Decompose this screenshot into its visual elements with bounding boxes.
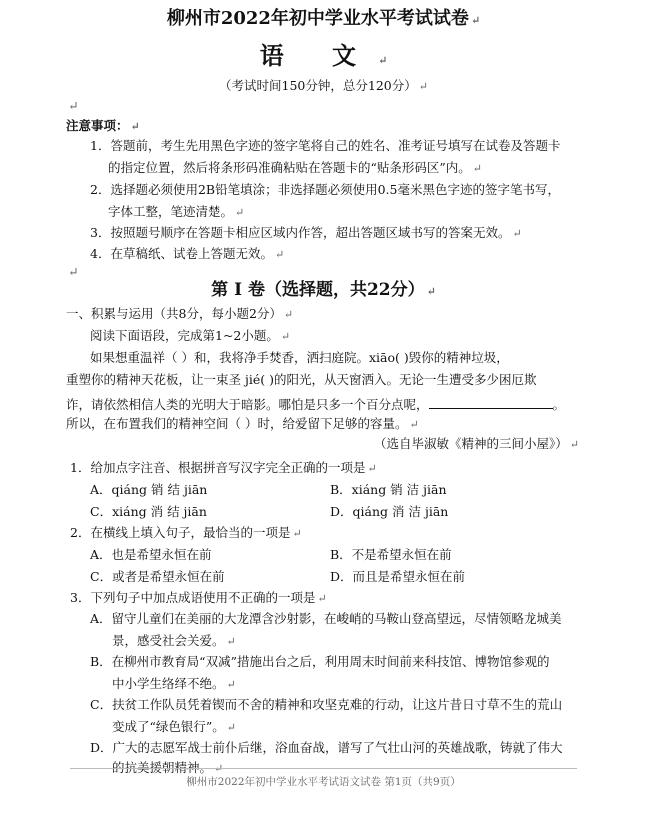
note-2-cont: 字体工整，笔迹清楚。 ↵ — [108, 204, 245, 219]
q1-option-c: C．xiáng 消 结 jiān — [90, 504, 207, 519]
part-heading: 一、积累与运用（共8分，每小题2分） ↵ — [66, 306, 294, 321]
subject-title: 语 文 ↵ — [259, 41, 408, 70]
page-footer: 柳州市2022年初中学业水平考试语文试卷 第1页（共9页） — [0, 774, 647, 789]
q3-option-c: C．扶贫工作队员凭着锲而不舍的精神和攻坚克难的行动，让这片昔日寸草不生的荒山 — [90, 697, 563, 712]
q3-option-a: A．留守儿童们在美丽的大龙潭含沙射影，在峻峭的马鞍山登高望远，尽情领略龙城美 — [90, 611, 562, 626]
note-3: 3．按照题号顺序在答题卡相应区域内作答，超出答题区域书写的答案无效。 ↵ — [90, 225, 522, 240]
paragraph-mark: ↵ — [68, 264, 79, 279]
passage-line-1: 如果想重温祥（ ）和，我将净手焚香，洒扫庭院。xiāo( )毁你的精神垃圾， — [90, 350, 509, 365]
passage-line-3: 诈，请依然相信人类的光明大于暗影。哪怕是只多一个百分点呢， 。 — [66, 397, 566, 412]
note-2: 2．选择题必须使用2B铅笔填涂；非选择题必须使用0.5毫米黑色字迹的签字笔书写， — [90, 182, 560, 197]
passage-line-4: 所以，在布置我们的精神空间（ ）时，给爱留下足够的容量。 ↵ — [66, 416, 419, 431]
notes-title: 注意事项： ↵ — [66, 118, 140, 133]
question-1-stem: 1．给加点字注音、根据拼音写汉字完全正确的一项是 ↵ — [70, 460, 377, 475]
passage-source: （选自毕淑敏《精神的三间小屋》） ↵ — [374, 436, 579, 451]
q3-option-d: D．广大的志愿军战士前仆后继，浴血奋战，谱写了气壮山河的英雄战歌，铸就了伟大 — [90, 740, 563, 755]
paragraph-mark: ↵ — [68, 98, 79, 113]
q3-option-d-cont: 的抗美援朝精神。 ↵ — [112, 760, 224, 775]
q2-option-d: D．而且是希望永恒在前 — [330, 569, 466, 584]
question-3-stem: 3．下列句子中加点成语使用不正确的一项是 ↵ — [70, 590, 327, 605]
question-2-stem: 2．在横线上填入句子，最恰当的一项是 ↵ — [70, 525, 302, 540]
q1-option-a: A．qiáng 销 结 jiān — [90, 482, 208, 497]
note-1: 1．答题前，考生先用黑色字迹的签字笔将自己的姓名、准考证号填写在试卷及答题卡 — [90, 138, 561, 153]
note-4: 4．在草稿纸、试卷上答题无效。 ↵ — [90, 246, 285, 261]
q2-option-b: B．不是希望永恒在前 — [330, 547, 452, 562]
q3-option-b-cont: 中小学生络绎不绝。 ↵ — [112, 676, 236, 691]
q3-option-a-cont: 景，感受社会关爱。 ↵ — [112, 633, 236, 648]
section-heading: 第 Ⅰ 卷（选择题，共22分） ↵ — [211, 280, 436, 300]
q3-option-b: B．在柳州市教育局“双减”措施出台之后，利用周末时间前来科技馆、博物馆参观的 — [90, 654, 550, 669]
q1-option-d: D．qiáng 消 洁 jiān — [330, 504, 449, 519]
passage-line-2: 重塑你的精神天花板，让一束圣 jié( )的阳光，从天窗洒入。无论一生遭受多少困厄欺 — [66, 372, 537, 387]
reading-instruction: 阅读下面语段，完成第1~2小题。 ↵ — [90, 328, 291, 343]
q3-option-c-cont: 变成了“绿色银行”。 ↵ — [112, 719, 236, 734]
q2-option-c: C．或者是希望永恒在前 — [90, 569, 225, 584]
q1-option-b: B．xiáng 销 洁 jiān — [330, 482, 447, 497]
exam-title: 柳州市2022年初中学业水平考试试卷 ↵ — [166, 8, 481, 29]
q2-option-a: A．也是希望永恒在前 — [90, 547, 212, 562]
exam-info: （考试时间150分钟，总分120分） ↵ — [219, 78, 428, 93]
note-1-cont: 的指定位置，然后将条形码准确粘贴在答题卡的“贴条形码区”内。 ↵ — [108, 160, 483, 175]
answer-blank — [429, 396, 553, 409]
